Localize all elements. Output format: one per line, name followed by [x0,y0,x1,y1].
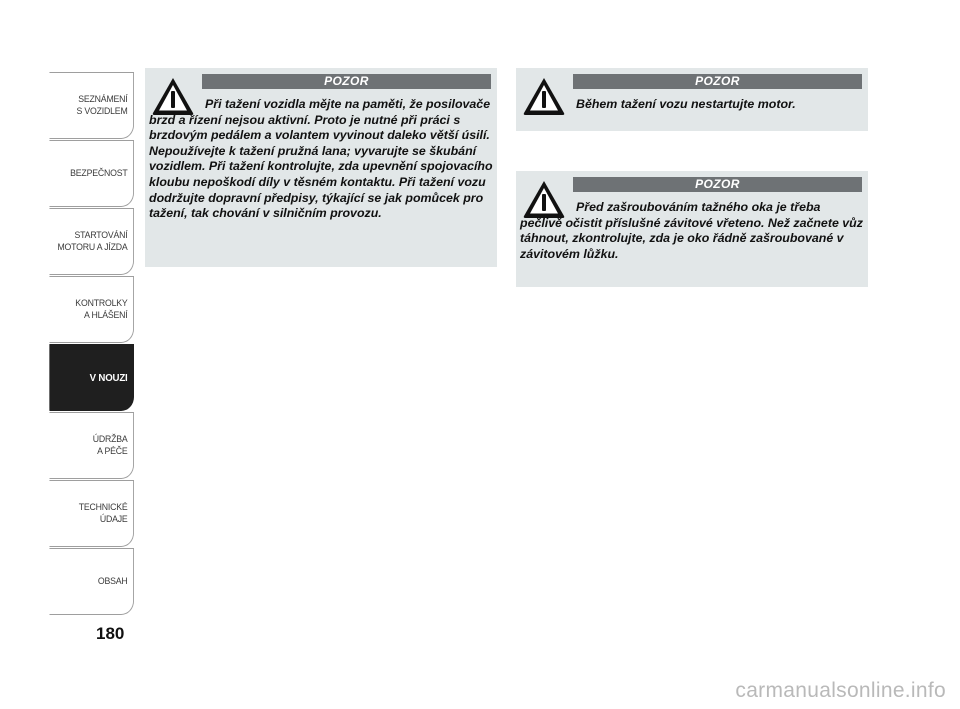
tab-bezpecnost[interactable]: BEZPEČNOST [49,140,134,207]
warning-header: POZOR [202,74,491,89]
tab-obsah[interactable]: OBSAH [49,548,134,615]
warning-header: POZOR [573,74,862,89]
warning-box-towing [145,68,497,267]
watermark: carmanualsonline.info [735,679,946,702]
warning-box-towing-eye [516,171,868,287]
warning-box-engine-start [516,68,868,131]
warning-header: POZOR [573,177,862,192]
chapter-sidebar [42,72,134,616]
warning-text: Před zašroubováním tažného oka je třeba pečlivě očistit příslušné závitové vřeteno. Než začnete vůz táhnout, zkontrolujte, zda je oko řádně zašroubované v závitovém lůžku. [520,200,863,261]
warning-text: Během tažení vozu nestartujte motor. [576,97,796,111]
tab-kontrolky[interactable]: KONTROLKY A HLÁŠENÍ [49,276,134,343]
page-number: 180 [96,624,125,643]
tab-v-nouzi[interactable]: V NOUZI [49,344,134,411]
tab-udrzba[interactable]: ÚDRŽBA A PÉČE [49,412,134,479]
warning-text: Při tažení vozidla mějte na paměti, že posilovače brzd a řízení nejsou aktivní. Proto je nutné při práci s brzdovým pedálem a volantem vyvinout daleko větší úsilí. Nepoužívejte k tažení pružná lana; vyvarujte se škubání vozidlem. Při tažení kontrolujte, zda upevnění spojovacího kloubu nepoškodí díly v těsném kontaktu. Při tažení vozu dodržujte dopravní předpisy, týkající se jak pomůcek pro tažení, tak chování v silničním provozu. [149,97,493,221]
tab-startovani[interactable]: STARTOVÁNÍ MOTORU A JÍZDA [49,208,134,275]
tab-technicke-udaje[interactable]: TECHNICKÉ ÚDAJE [49,480,134,547]
tab-seznameni[interactable]: SEZNÁMENÍ S VOZIDLEM [49,72,134,139]
